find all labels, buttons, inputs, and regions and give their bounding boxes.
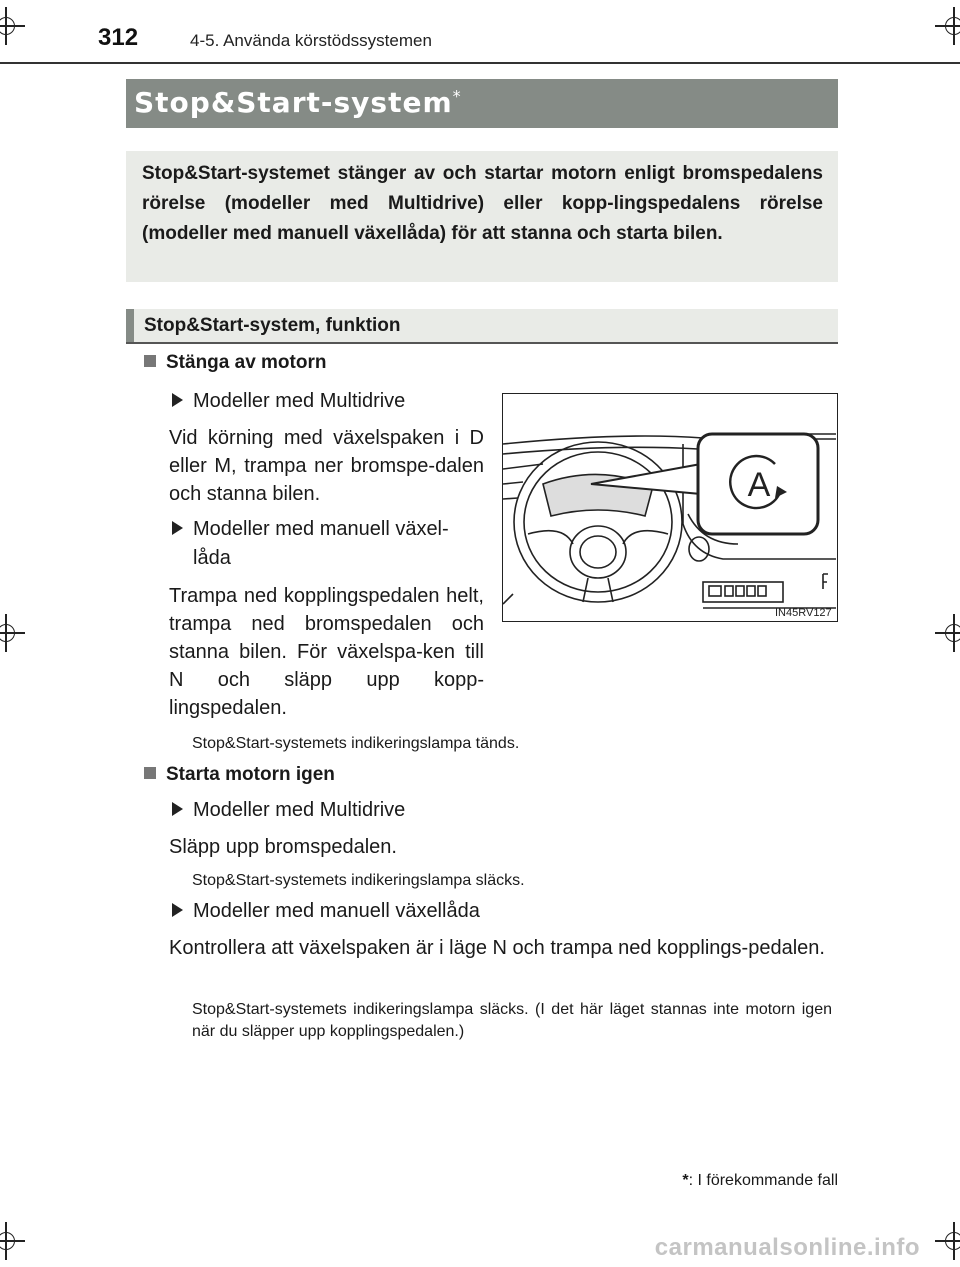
restart-multidrive-note: Stop&Start-systemets indikeringslampa släcks. — [192, 872, 525, 889]
watermark: carmanualsonline.info — [654, 1234, 920, 1261]
footnote: *: I förekommande fall — [682, 1172, 838, 1189]
stop-manual-heading: Modeller med manuell växel- — [172, 518, 449, 541]
restart-multidrive-heading: Modeller med Multidrive — [172, 799, 405, 822]
page-number: 312 — [98, 24, 139, 51]
chapter-title: 4-5. Använda körstödssystemen — [190, 31, 432, 50]
section-title-bar — [126, 79, 838, 128]
stop-note: Stop&Start-systemets indikeringslampa tänds. — [192, 735, 520, 752]
subsection-title: Stop&Start-system, funktion — [144, 315, 401, 336]
subsection-bar — [126, 309, 838, 343]
square-bullet-icon — [144, 355, 156, 367]
stop-manual-heading-cont: låda — [193, 547, 231, 569]
dashboard-illustration — [502, 393, 838, 622]
crop-mark-icon — [941, 1228, 960, 1254]
triangle-bullet-icon — [172, 521, 183, 535]
crop-mark-icon — [0, 13, 19, 39]
figure-code: IN45RV127 — [775, 607, 832, 619]
restart-multidrive-text: Släpp upp bromspedalen. — [169, 836, 397, 858]
restart-manual-text: Kontrollera att växelspaken är i läge N och trampa ned kopplings-pedalen. — [169, 937, 825, 959]
crop-mark-icon — [0, 620, 19, 646]
steering-wheel-drawing — [503, 394, 836, 620]
subsection-divider — [126, 342, 838, 344]
section-title: Stop&Start-system* — [134, 86, 462, 119]
triangle-bullet-icon — [172, 393, 183, 407]
intro-box — [126, 151, 838, 282]
stop-multidrive-heading: Modeller med Multidrive — [172, 390, 405, 413]
crop-mark-icon — [941, 620, 960, 646]
intro-text: Stop&Start-systemet stänger av och startar motorn enligt bromspedalens rörelse (modeller med Multidrive) eller kopp-lingspedalens rörelse (modeller med manuell växellåda) för att stanna och starta bilen. — [142, 163, 823, 244]
header-divider — [0, 62, 960, 64]
stop-multidrive-text: Vid körning med växelspaken i D eller M, trampa ner bromspe-dalen och stanna bilen. — [169, 427, 484, 505]
restart-heading: Starta motorn igen — [144, 764, 335, 786]
stop-heading: Stänga av motorn — [144, 352, 326, 374]
triangle-bullet-icon — [172, 802, 183, 816]
footnote-marker: * — [452, 86, 462, 106]
triangle-bullet-icon — [172, 903, 183, 917]
restart-manual-heading: Modeller med manuell växellåda — [172, 900, 480, 923]
footnote-marker: * — [682, 1172, 689, 1189]
crop-mark-icon — [0, 1228, 19, 1254]
restart-manual-note: Stop&Start-systemets indikeringslampa släcks. (I det här läget stannas inte motorn igen när du släpper upp kopplingspedalen.) — [192, 1001, 832, 1040]
stop-manual-text: Trampa ned kopplingspedalen helt, trampa ned bromspedalen och stanna bilen. För växelspa-ken till N och släpp upp kopp-lingspedalen. — [169, 585, 484, 719]
svg-text:A: A — [747, 466, 771, 504]
square-bullet-icon — [144, 767, 156, 779]
crop-mark-icon — [941, 13, 960, 39]
